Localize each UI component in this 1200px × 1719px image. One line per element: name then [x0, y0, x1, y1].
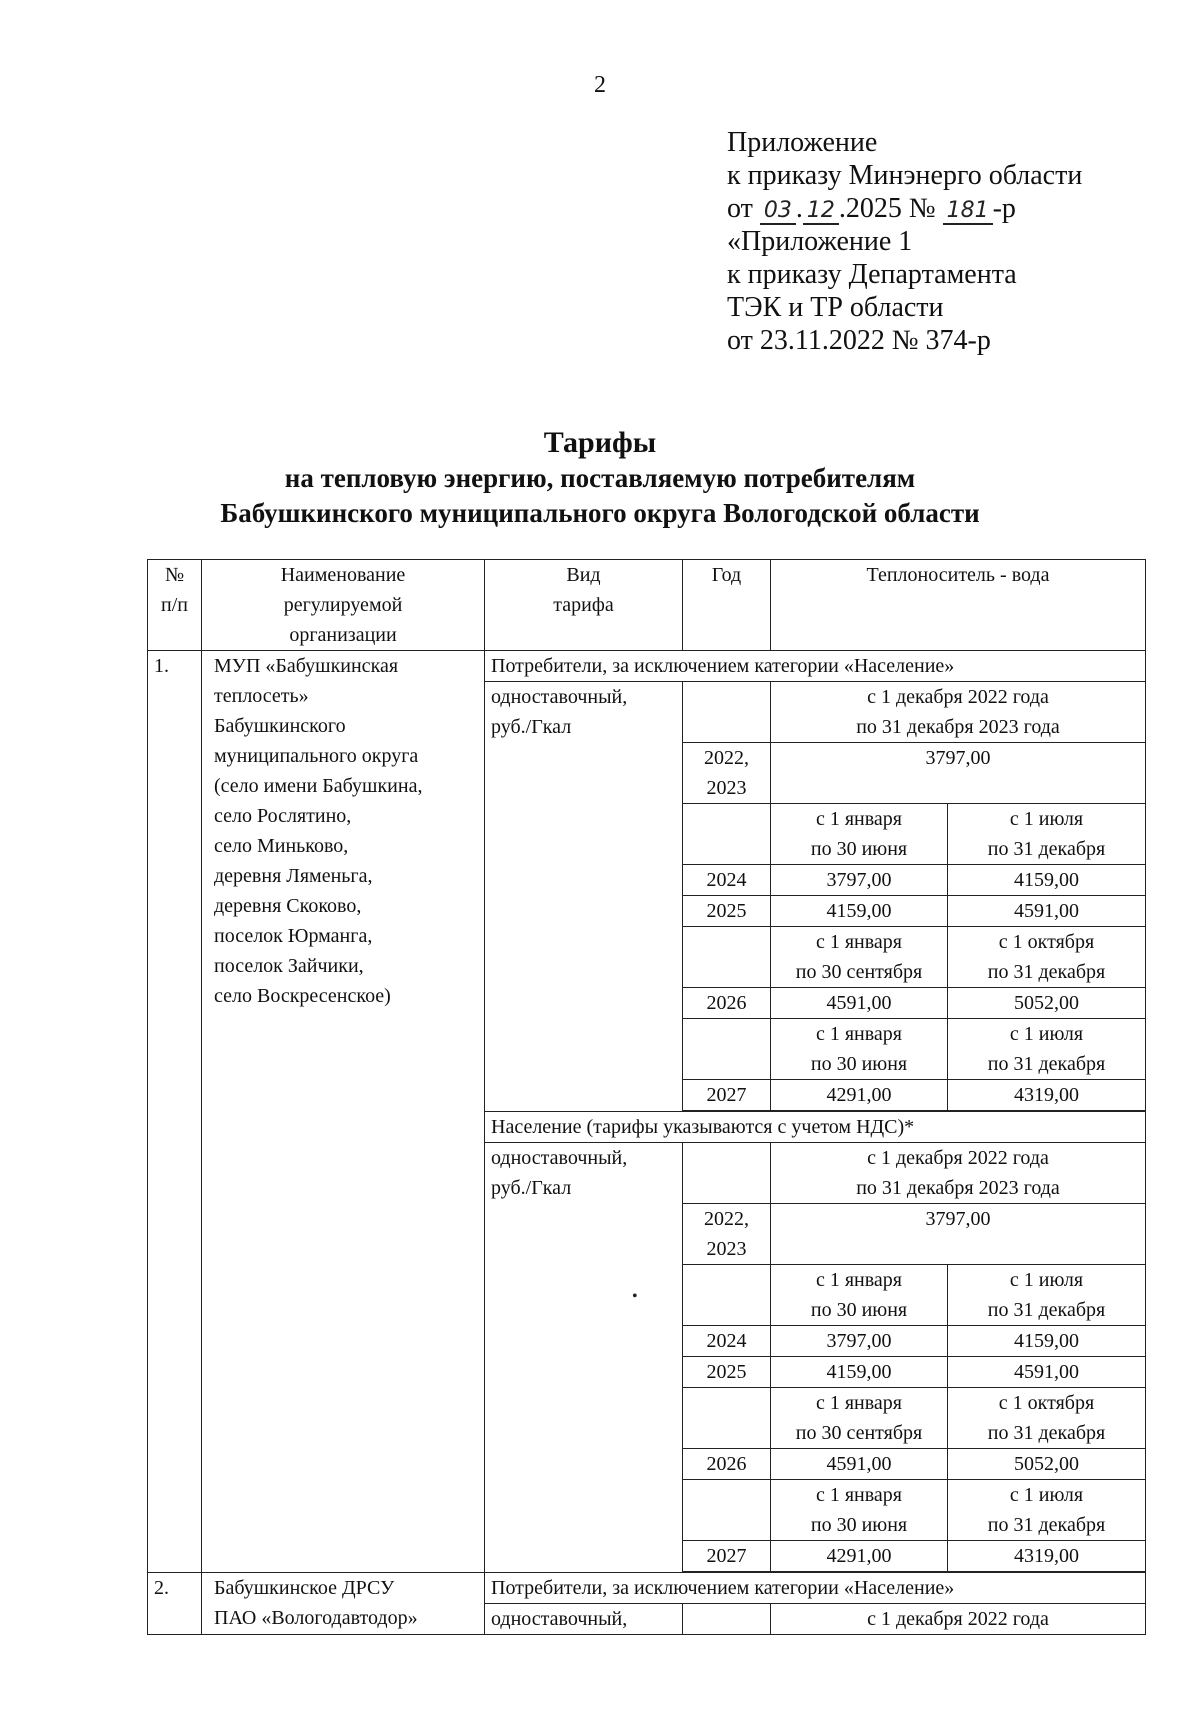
title-line: Бабушкинского муниципального округа Вологодской области: [220, 498, 980, 528]
year-cell: 2026: [683, 1449, 771, 1480]
value-cell: 3797,00: [771, 865, 948, 896]
year-cell: 2025: [683, 896, 771, 927]
org-number: 1.: [148, 651, 202, 1573]
period-cell: с 1 октября по 31 декабря: [948, 1388, 1146, 1449]
value-cell: 4159,00: [771, 896, 948, 927]
value-cell: 4159,00: [948, 865, 1146, 896]
order-dot: .: [795, 193, 803, 224]
value-cell: 3797,00: [771, 1326, 948, 1357]
page-number: 2: [594, 72, 606, 98]
order-suffix: -р: [992, 193, 1016, 224]
header-line: Приложение: [727, 127, 878, 158]
handwritten-day: 03: [760, 199, 796, 225]
period-cell: с 1 декабря 2022 года: [771, 1604, 1146, 1635]
header-year: Год: [683, 560, 771, 651]
year-cell: [683, 682, 771, 743]
value-cell: 5052,00: [948, 1449, 1146, 1480]
handwritten-order-number: 181: [943, 199, 993, 225]
year-cell: 2027: [683, 1541, 771, 1572]
value-cell: 3797,00: [771, 743, 1146, 804]
value-cell: 3797,00: [771, 1204, 1146, 1265]
value-cell: 4591,00: [948, 1357, 1146, 1388]
table-row: [148, 1573, 1146, 1604]
year-cell: [683, 1604, 771, 1635]
order-year: .2025 №: [838, 193, 943, 224]
header-line: к приказу Департамента: [727, 259, 1017, 290]
period-cell: с 1 июля по 31 декабря: [948, 1480, 1146, 1541]
appendix-header: [727, 126, 1082, 357]
header-carrier: Теплоноситель - вода: [771, 560, 1146, 651]
year-cell: [683, 1265, 771, 1326]
year-cell: [683, 1019, 771, 1080]
header-org-name: Наименование регулируемой организации: [202, 560, 485, 651]
value-cell: 4291,00: [771, 1541, 948, 1572]
header-num: № п/п: [148, 560, 202, 651]
year-cell: [683, 804, 771, 865]
period-cell: с 1 января по 30 июня: [771, 1019, 948, 1080]
value-cell: 4159,00: [771, 1357, 948, 1388]
category-label: Потребители, за исключением категории «Население»: [485, 651, 1146, 682]
period-cell: с 1 января по 30 сентября: [771, 927, 948, 988]
period-cell: с 1 октября по 31 декабря: [948, 927, 1146, 988]
scan-mark: •: [632, 1288, 638, 1305]
value-cell: 4319,00: [948, 1080, 1146, 1111]
period-cell: с 1 июля по 31 декабря: [948, 1019, 1146, 1080]
category-label: Потребители, за исключением категории «Население»: [485, 1573, 1146, 1604]
tariff-type: одноставочный,: [485, 1604, 683, 1635]
table-header-row: [148, 560, 1146, 651]
year-cell: 2024: [683, 1326, 771, 1357]
value-cell: 4591,00: [948, 896, 1146, 927]
header-line: «Приложение 1: [727, 226, 913, 257]
table-row: [148, 651, 1146, 682]
year-cell: [683, 927, 771, 988]
year-cell: 2022, 2023: [683, 1204, 771, 1265]
period-cell: с 1 января по 30 сентября: [771, 1388, 948, 1449]
year-cell: 2025: [683, 1357, 771, 1388]
category-label: Население (тарифы указываются с учетом НДС)*: [485, 1112, 1146, 1143]
org-name: Бабушкинское ДРСУ ПАО «Вологодавтодор»: [202, 1573, 485, 1635]
year-cell: [683, 1388, 771, 1449]
year-cell: 2022, 2023: [683, 743, 771, 804]
year-cell: 2026: [683, 988, 771, 1019]
org-name: МУП «Бабушкинская теплосеть» Бабушкинского муниципального округа (село имени Бабушкина, село Рослятино, село Миньково, деревня Ляменьга, деревня Скоково, поселок Юрманга, поселок Зайчики, село Воскресенское): [202, 651, 485, 1573]
year-cell: [683, 1143, 771, 1204]
value-cell: 4319,00: [948, 1541, 1146, 1572]
period-cell: с 1 декабря 2022 года по 31 декабря 2023 года: [771, 1143, 1146, 1204]
period-cell: с 1 января по 30 июня: [771, 1480, 948, 1541]
value-cell: 4159,00: [948, 1326, 1146, 1357]
handwritten-month: 12: [803, 199, 839, 225]
org-number: 2.: [148, 1573, 202, 1635]
period-cell: с 1 июля по 31 декабря: [948, 1265, 1146, 1326]
header-line: к приказу Минэнерго области: [727, 160, 1083, 191]
value-cell: 4291,00: [771, 1080, 948, 1111]
tariff-type: одноставочный, руб./Гкал: [485, 1143, 683, 1573]
year-cell: [683, 1480, 771, 1541]
period-cell: с 1 января по 30 июня: [771, 1265, 948, 1326]
period-cell: с 1 декабря 2022 года по 31 декабря 2023 года: [771, 682, 1146, 743]
tariffs-table: [147, 559, 1146, 1635]
title-line: на тепловую энергию, поставляемую потребителям: [284, 463, 916, 493]
order-prefix: от: [727, 193, 760, 224]
value-cell: 4591,00: [771, 988, 948, 1019]
document-title: [0, 425, 1200, 531]
value-cell: 4591,00: [771, 1449, 948, 1480]
value-cell: 5052,00: [948, 988, 1146, 1019]
header-line: ТЭК и ТР области: [727, 292, 944, 323]
tariff-type: одноставочный, руб./Гкал: [485, 682, 683, 1112]
order-date-line: [727, 192, 1082, 225]
period-cell: с 1 января по 30 июня: [771, 804, 948, 865]
header-line: от 23.11.2022 № 374-р: [727, 325, 991, 356]
period-cell: с 1 июля по 31 декабря: [948, 804, 1146, 865]
title-main: Тарифы: [543, 426, 657, 459]
year-cell: 2027: [683, 1080, 771, 1111]
header-tariff-type: Вид тарифа: [485, 560, 683, 651]
year-cell: 2024: [683, 865, 771, 896]
